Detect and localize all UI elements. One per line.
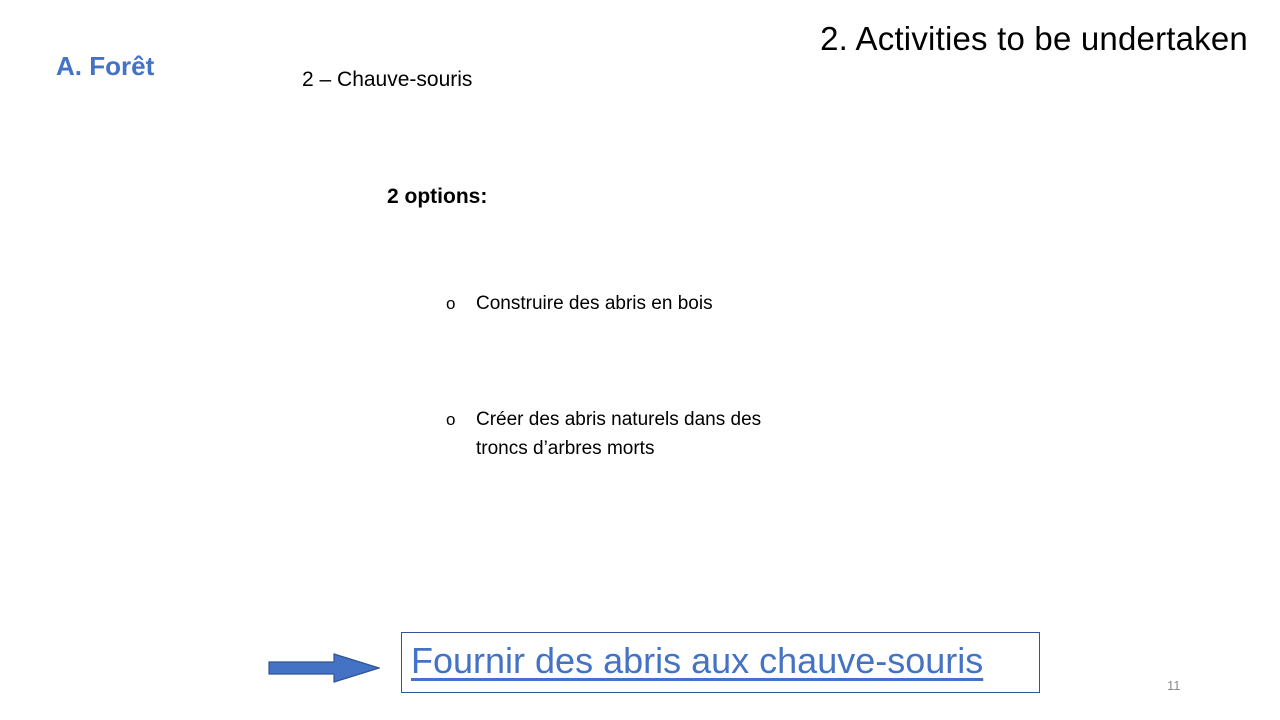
- bullet-item: [446, 289, 776, 318]
- bullet-marker: o: [446, 410, 456, 429]
- arrow-right-icon: [268, 653, 380, 683]
- page-number: 11: [1167, 678, 1181, 693]
- bullet-text: Créer des abris naturels dans des troncs d’arbres morts: [476, 409, 762, 459]
- bullet-item: [446, 405, 776, 463]
- bullet-marker: o: [446, 294, 456, 313]
- section-heading: A. Forêt: [56, 51, 155, 81]
- slide-title: 2. Activities to be undertaken: [820, 20, 1248, 57]
- options-heading: 2 options:: [387, 185, 488, 208]
- bullet-text: Construire des abris en bois: [476, 293, 713, 314]
- callout-link[interactable]: Fournir des abris aux chauve-souris: [411, 640, 984, 681]
- slide-subtitle: 2 – Chauve-souris: [302, 68, 473, 91]
